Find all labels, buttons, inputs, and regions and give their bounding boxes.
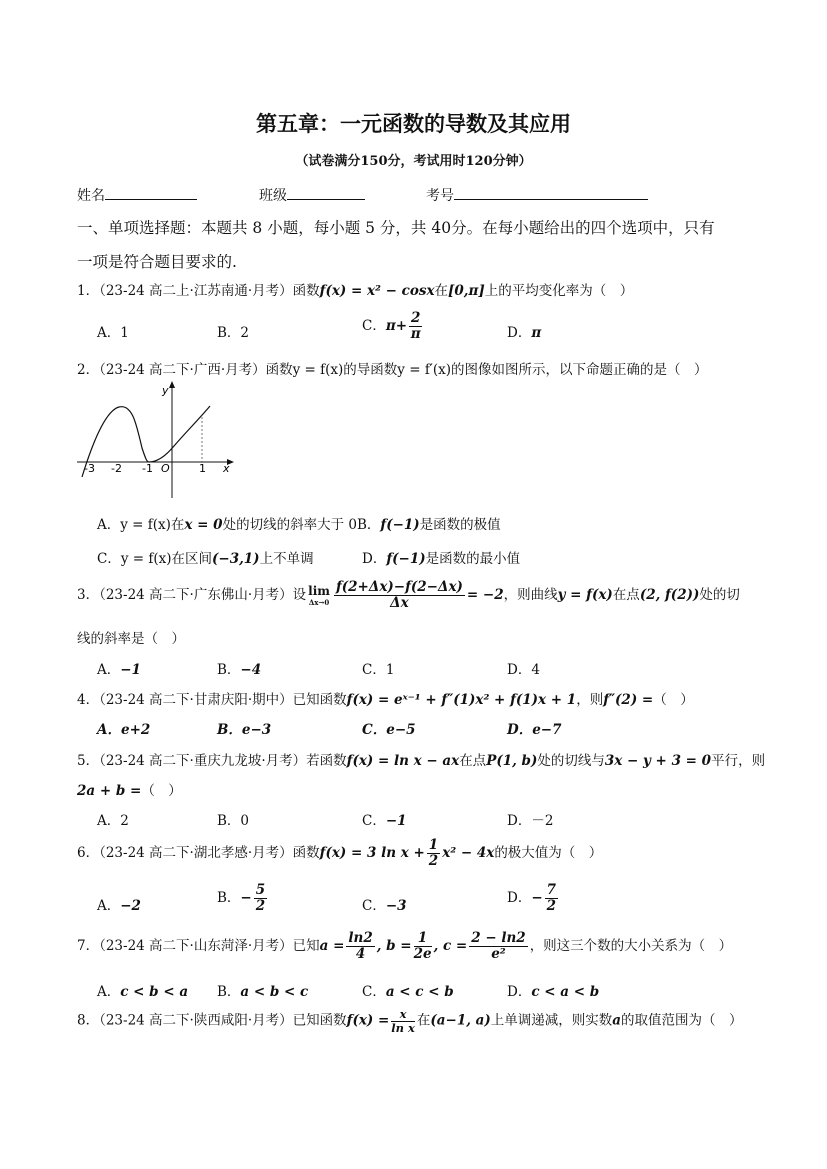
class-blank[interactable] <box>287 185 365 200</box>
question-7: 7．（23-24 高二下·山东菏泽·月考）已知a = $\frac{\ln 2}{4}$ , b = $\frac{1}{2e}$ , c = $\frac{2 - \ln 2}{\text{e²}}$ ，则这三个数的大小关系为（ ） <box>77 930 733 962</box>
derivative-graph <box>74 378 244 503</box>
q3-option-b[interactable]: B．−4 <box>217 662 262 678</box>
q1-option-c-frac: $\frac{2}{\pi}$ <box>410 310 421 342</box>
question-5: 5．（23-24 高二下·重庆九龙坡·月考）若函数f(x) = ln x − ax在点P(1, b)处的切线与3x − y + 3 = 0平行，则 <box>77 753 766 769</box>
q6-option-d[interactable]: D．− $\frac{7}{2}$ <box>507 882 557 914</box>
id-blank[interactable] <box>454 185 648 200</box>
q4-option-a[interactable]: A．e+2 <box>97 722 151 738</box>
q4-option-b[interactable]: B．e−3 <box>217 722 272 738</box>
class-label: 班级 <box>259 188 287 204</box>
question-3: 3．（23-24 高二下·广东佛山·月考）设 lim Δx→0 $\frac{f(2+\Delta x)-f(2-\Delta x)}{\Delta x}$ = −2，则曲线y = f(x)在点(2, f(2))处的切 <box>77 579 740 611</box>
q3-option-a[interactable]: A．−1 <box>97 662 141 678</box>
q2-option-c[interactable]: C．y = f(x)在区间(−3,1)上不单调 <box>97 551 314 567</box>
q6-fraction: $\frac{1}{2}$ <box>428 837 439 869</box>
name-blank[interactable] <box>105 185 197 200</box>
q4-option-c[interactable]: C．e−5 <box>362 722 416 738</box>
q2-option-d[interactable]: D．f(−1)是函数的最小值 <box>362 551 521 567</box>
q5-option-a[interactable]: A．2 <box>97 813 129 829</box>
q1-option-d-value: π <box>531 325 542 341</box>
question-8: 8．（23-24 高二下·陕西咸阳·月考）已知函数f(x) = $\frac{x}{\text{ln x}}$ 在(a−1, a)上单调递减，则实数a的取值范围为（ ） <box>77 1007 743 1035</box>
q1-tail: 上的平均变化率为（ ） <box>484 283 634 299</box>
id-label: 考号 <box>426 188 454 204</box>
question-6: 6．（23-24 高二下·湖北孝感·月考）函数f(x) = 3 ln x + $\frac{1}{2}$ x² − 4x的极大值为（ ） <box>77 837 603 869</box>
tick-label: -1 <box>142 462 153 475</box>
q6-option-b[interactable]: B．− $\frac{5}{2}$ <box>217 882 266 914</box>
exam-subtitle: （试卷满分150分，考试用时120分钟） <box>295 154 532 169</box>
q1-option-a[interactable]: A．1 <box>97 325 129 341</box>
q5-option-d[interactable]: D．－2 <box>507 813 554 829</box>
q6-option-c[interactable]: C．−3 <box>362 898 407 914</box>
q1-source: 1．（23-24 高二上·江苏南通·月考）函数 <box>77 283 320 299</box>
q1-option-c-label: C． <box>362 317 386 334</box>
question-4: 4．（23-24 高二下·甘肃庆阳·期中）已知函数f(x) = eˣ⁻¹ + f″(1)x² + f(1)x + 1，则f″(2) =（ ） <box>77 692 694 708</box>
class-field[interactable] <box>259 185 365 205</box>
q7-option-c[interactable]: C．a < c < b <box>362 984 454 1000</box>
graph-y-arrow <box>169 381 175 388</box>
q7-option-b[interactable]: B．a < b < c <box>217 984 309 1000</box>
q3-limit: lim Δx→0 <box>308 583 330 607</box>
q5-option-c[interactable]: C．−1 <box>362 813 407 829</box>
question-2: 2．（23-24 高二下·广西·月考）函数y = f(x)的导函数y = f′(x)的图像如图所示，以下命题正确的是（ ） <box>77 362 708 378</box>
q1-text: 在 <box>434 283 449 299</box>
q3-option-d[interactable]: D．4 <box>507 662 540 678</box>
question-3-line2: 线的斜率是（ ） <box>77 631 185 647</box>
section-heading-line1: 一、单项选择题：本题共 8 小题，每小题 5 分，共 40分。在每小题给出的四个选项中，只有 <box>77 219 715 237</box>
q1-interval: [0,π] <box>448 283 485 299</box>
q1-function: f(x) = x² − cosx <box>319 283 435 299</box>
section-heading-line2: 一项是符合题目要求的. <box>77 253 237 271</box>
q6-option-a[interactable]: A．−2 <box>97 898 141 914</box>
question-5-line2: 2a + b =（ ） <box>77 783 182 799</box>
tick-label: -3 <box>84 462 95 475</box>
q1-option-c-expr: π+ <box>385 317 408 334</box>
y-axis-label: y <box>162 384 169 397</box>
name-field[interactable] <box>77 185 197 205</box>
page-title: 第五章：一元函数的导数及其应用 <box>256 111 571 136</box>
q1-option-b[interactable]: B．2 <box>217 325 250 341</box>
q7-option-d[interactable]: D．c < a < b <box>507 984 600 1000</box>
q1-option-d-label: D． <box>507 325 532 341</box>
q3-option-c[interactable]: C．1 <box>362 662 395 678</box>
q4-option-d[interactable]: D．e−7 <box>507 722 562 738</box>
question-1 <box>77 279 633 299</box>
name-label: 姓名 <box>77 188 105 204</box>
origin-label: O <box>161 462 170 475</box>
q1-option-c[interactable] <box>362 311 424 342</box>
q3-fraction: $\frac{f(2+\Delta x)-f(2-\Delta x)}{\Delta x}$ <box>335 579 463 611</box>
q5-option-b[interactable]: B．0 <box>217 813 250 829</box>
id-field[interactable] <box>426 185 648 205</box>
q1-option-d[interactable] <box>507 321 541 341</box>
x-axis-label: x <box>223 462 230 475</box>
tick-label: 1 <box>199 462 206 475</box>
tick-label: -2 <box>111 462 122 475</box>
q2-option-a-b[interactable]: A．y = f(x)在x = 0处的切线的斜率大于 0B．f(−1)是函数的极值 <box>97 517 501 533</box>
q7-option-a[interactable]: A．c < b < a <box>97 984 189 1000</box>
